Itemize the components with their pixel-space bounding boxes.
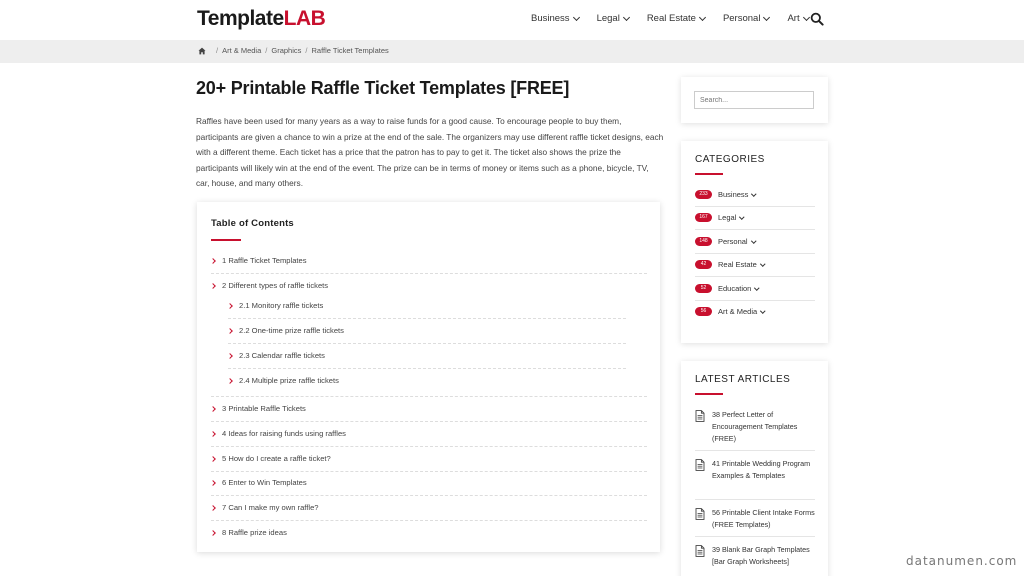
search-icon[interactable] bbox=[810, 12, 824, 26]
category-label: Real Estate bbox=[718, 260, 757, 269]
categories-title: CATEGORIES bbox=[695, 154, 765, 165]
category-personal[interactable] bbox=[695, 237, 815, 246]
toc-title-underline bbox=[211, 239, 241, 241]
table-of-contents bbox=[197, 202, 660, 552]
toc-item-label: 1 Raffle Ticket Templates bbox=[222, 256, 307, 265]
toc-divider bbox=[211, 396, 647, 397]
category-label: Personal bbox=[718, 237, 748, 246]
nav-legal[interactable] bbox=[597, 13, 629, 24]
latest-article-link[interactable]: 39 Blank Bar Graph Templates [Bar Graph Worksheets] bbox=[712, 545, 810, 566]
chevron-right-icon bbox=[227, 353, 233, 359]
toc-item-label: 2.2 One-time prize raffle tickets bbox=[239, 326, 344, 335]
chevron-right-icon bbox=[210, 505, 216, 511]
latest-article-item[interactable] bbox=[695, 507, 815, 531]
toc-divider bbox=[211, 421, 647, 422]
breadcrumb-graphics[interactable]: Graphics bbox=[271, 46, 302, 55]
category-label: Legal bbox=[718, 213, 737, 222]
toc-item-label: 2.3 Calendar raffle tickets bbox=[239, 351, 325, 360]
toc-divider bbox=[228, 343, 626, 344]
toc-item[interactable] bbox=[211, 454, 331, 463]
latest-article-item[interactable] bbox=[695, 544, 815, 568]
toc-item[interactable] bbox=[211, 528, 287, 537]
nav-label: Legal bbox=[596, 13, 620, 24]
category-divider bbox=[695, 253, 815, 254]
toc-item-label: 5 How do I create a raffle ticket? bbox=[222, 454, 331, 463]
latest-divider bbox=[695, 499, 815, 500]
toc-item-label: 2.4 Multiple prize raffle tickets bbox=[239, 376, 339, 385]
breadcrumb-separator: / bbox=[265, 46, 268, 55]
nav-real-estate[interactable] bbox=[647, 13, 705, 24]
breadcrumb-separator: / bbox=[305, 46, 308, 55]
category-education[interactable] bbox=[695, 284, 815, 293]
breadcrumb-separator: / bbox=[216, 46, 219, 55]
chevron-right-icon bbox=[227, 303, 233, 309]
category-divider bbox=[695, 300, 815, 301]
latest-divider bbox=[695, 536, 815, 537]
category-label: Business bbox=[718, 190, 749, 199]
toc-item-label: 2.1 Monitory raffle tickets bbox=[239, 301, 324, 310]
chevron-right-icon bbox=[210, 283, 216, 289]
main-nav bbox=[531, 13, 827, 24]
chevron-right-icon bbox=[210, 456, 216, 462]
toc-item[interactable] bbox=[211, 478, 307, 487]
chevron-right-icon bbox=[210, 530, 216, 536]
toc-item-label: 6 Enter to Win Templates bbox=[222, 478, 307, 487]
document-icon bbox=[695, 508, 705, 520]
toc-item-label: 4 Ideas for raising funds using raffles bbox=[222, 429, 346, 438]
toc-divider bbox=[211, 273, 647, 274]
category-divider bbox=[695, 206, 815, 207]
latest-divider bbox=[695, 450, 815, 451]
toc-divider bbox=[228, 368, 626, 369]
toc-divider bbox=[211, 495, 647, 496]
toc-item[interactable] bbox=[211, 281, 328, 290]
count-badge: 56 bbox=[695, 307, 712, 316]
latest-underline bbox=[695, 393, 723, 395]
chevron-down-icon bbox=[623, 13, 630, 20]
nav-art[interactable] bbox=[787, 13, 808, 24]
latest-article-link[interactable]: 41 Printable Wedding Program Examples & Templates bbox=[712, 459, 811, 480]
chevron-down-icon bbox=[763, 13, 770, 20]
toc-subitem[interactable] bbox=[228, 301, 323, 310]
category-legal[interactable] bbox=[695, 213, 815, 222]
category-divider bbox=[695, 229, 815, 230]
chevron-down-icon bbox=[803, 13, 810, 20]
toc-item-label: 8 Raffle prize ideas bbox=[222, 528, 287, 537]
document-icon bbox=[695, 410, 705, 422]
nav-personal[interactable] bbox=[723, 13, 770, 24]
toc-item-label: 3 Printable Raffle Tickets bbox=[222, 404, 306, 413]
category-label: Art & Media bbox=[718, 307, 758, 316]
chevron-right-icon bbox=[210, 480, 216, 486]
chevron-down-icon bbox=[760, 261, 765, 266]
count-badge: 42 bbox=[695, 260, 712, 269]
chevron-right-icon bbox=[227, 378, 233, 384]
breadcrumb-bar bbox=[0, 40, 1024, 63]
toc-subitem[interactable] bbox=[228, 326, 344, 335]
toc-subitem[interactable] bbox=[228, 376, 339, 385]
breadcrumb-art-media[interactable]: Art & Media bbox=[222, 46, 262, 55]
document-icon bbox=[695, 545, 705, 557]
toc-item-label: 7 Can I make my own raffle? bbox=[222, 503, 319, 512]
latest-article-link[interactable]: 38 Perfect Letter of Encouragement Templates (FREE) bbox=[712, 410, 798, 443]
toc-subitem[interactable] bbox=[228, 351, 325, 360]
chevron-down-icon bbox=[752, 191, 757, 196]
toc-divider bbox=[211, 471, 647, 472]
toc-title: Table of Contents bbox=[211, 218, 294, 229]
count-badge: 148 bbox=[695, 237, 712, 246]
logo-main: Template bbox=[197, 7, 284, 30]
count-badge: 233 bbox=[695, 190, 712, 199]
home-icon[interactable] bbox=[198, 47, 206, 55]
document-icon bbox=[695, 459, 705, 471]
article-intro: Raffles have been used for many years as a way to raise funds for a good cause. To encourage people to buy them, participants are given a chance to win a prize at the end of the sale. The organizers may use different raffle ticket designs, each with a different theme. Each ticket has a price that the patron has to pay to get it. The ticket also shows the prize the participants will likely win at the end of the event. The prize can be in terms of money or items such as a phone, bicycle, TV, car, house, and many others. bbox=[196, 116, 664, 188]
nav-label: Personal bbox=[722, 13, 761, 24]
nav-label: Art bbox=[787, 13, 800, 24]
chevron-down-icon bbox=[740, 214, 745, 219]
toc-divider bbox=[211, 446, 647, 447]
chevron-right-icon bbox=[210, 431, 216, 437]
toc-item[interactable] bbox=[211, 404, 306, 413]
logo-accent: LAB bbox=[283, 7, 326, 30]
page-title: 20+ Printable Raffle Ticket Templates [FREE] bbox=[196, 78, 570, 98]
sidebar-categories-card bbox=[681, 141, 828, 343]
site-header bbox=[0, 0, 1024, 40]
chevron-right-icon bbox=[210, 258, 216, 264]
chevron-down-icon bbox=[755, 285, 760, 290]
site-logo[interactable] bbox=[197, 7, 325, 31]
category-label: Education bbox=[718, 284, 752, 293]
category-real-estate[interactable] bbox=[695, 260, 815, 269]
chevron-down-icon bbox=[760, 308, 765, 313]
sidebar-search-card bbox=[681, 77, 828, 123]
nav-label: Business bbox=[531, 13, 570, 24]
chevron-right-icon bbox=[227, 328, 233, 334]
toc-divider bbox=[228, 318, 626, 319]
category-business[interactable] bbox=[695, 190, 815, 199]
chevron-down-icon bbox=[573, 13, 580, 20]
chevron-right-icon bbox=[210, 406, 216, 412]
latest-article-item[interactable] bbox=[695, 409, 815, 445]
toc-item[interactable] bbox=[211, 256, 307, 265]
nav-business[interactable] bbox=[531, 13, 579, 24]
category-art-media[interactable] bbox=[695, 307, 815, 316]
chevron-down-icon bbox=[699, 13, 706, 20]
categories-underline bbox=[695, 173, 723, 175]
sidebar-latest-card bbox=[681, 361, 828, 576]
toc-item[interactable] bbox=[211, 503, 319, 512]
watermark: datanumen.com bbox=[906, 554, 1018, 568]
toc-divider bbox=[211, 520, 647, 521]
toc-item[interactable] bbox=[211, 429, 346, 438]
latest-article-item[interactable] bbox=[695, 458, 815, 482]
nav-label: Real Estate bbox=[646, 13, 696, 24]
breadcrumb-current: Raffle Ticket Templates bbox=[311, 46, 389, 55]
count-badge: 167 bbox=[695, 213, 712, 222]
toc-item-label: 2 Different types of raffle tickets bbox=[222, 281, 329, 290]
latest-article-link[interactable]: 56 Printable Client Intake Forms (FREE Templates) bbox=[712, 508, 815, 529]
latest-title: LATEST ARTICLES bbox=[695, 374, 791, 385]
breadcrumb bbox=[198, 46, 389, 55]
search-input[interactable] bbox=[694, 91, 814, 109]
category-divider bbox=[695, 276, 815, 277]
chevron-down-icon bbox=[751, 238, 756, 243]
count-badge: 52 bbox=[695, 284, 712, 293]
